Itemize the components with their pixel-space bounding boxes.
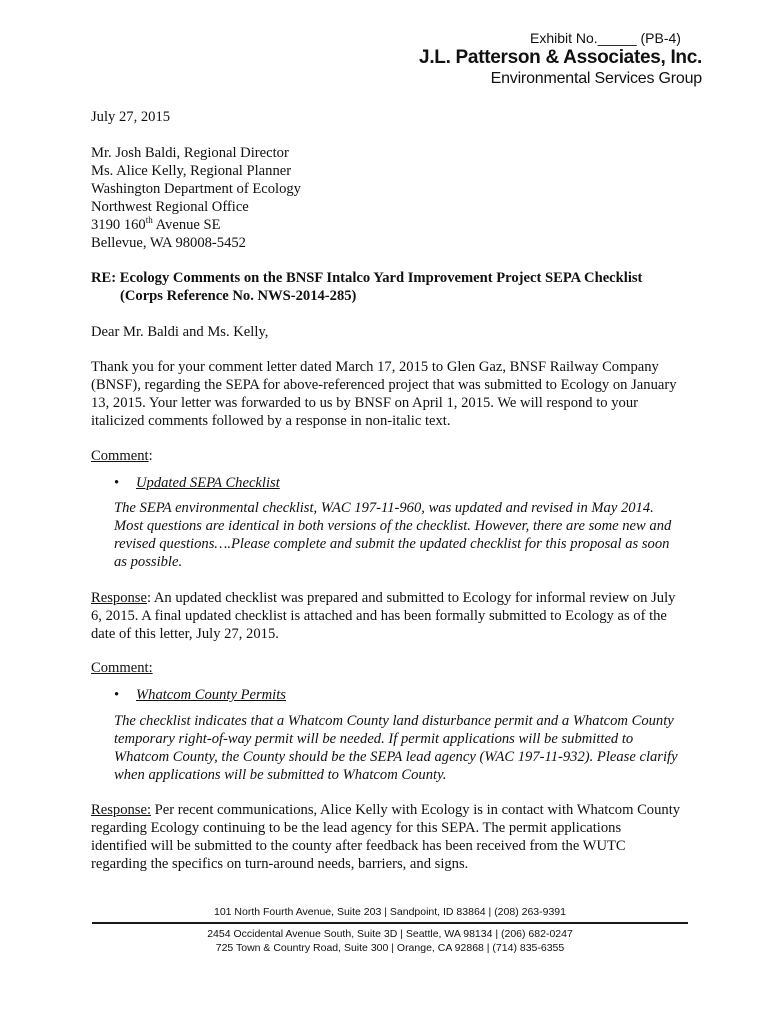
response-1	[91, 589, 703, 643]
footer-address-sandpoint: 101 North Fourth Avenue, Suite 203 | Sandpoint, ID 83864 | (208) 263-9391	[213, 906, 566, 918]
salutation: Dear Mr. Baldi and Ms. Kelly,	[91, 324, 269, 340]
comment-1-quote	[114, 499, 726, 571]
intro-line: Thank you for your comment letter dated March 17, 2015 to Glen Gaz, BNSF Railway Company	[91, 359, 659, 375]
quote-line: Whatcom County, the County should be the SEPA lead agency (WAC 197-11-932). Please clarify	[114, 749, 678, 765]
footer-address-seattle: 2454 Occidental Avenue South, Suite 3D | Seattle, WA 98134 | (206) 682-0247	[207, 928, 573, 940]
comment-2-label: Comment:	[91, 660, 153, 676]
comment-1-bullet	[114, 474, 280, 492]
bullet-icon: •	[114, 687, 120, 703]
response-line: Response: Per recent communications, Alice Kelly with Ecology is in contact with Whatcom County	[91, 802, 681, 818]
recipient-address	[91, 144, 703, 252]
recipient-line: Washington Department of Ecology	[91, 181, 301, 197]
exhibit-number: Exhibit No._____ (PB-4)	[530, 30, 681, 46]
quote-line: Most questions are identical in both versions of the checklist. However, there are some new and	[114, 518, 672, 534]
comment-2-bullet	[114, 686, 286, 704]
street-ordinal: th	[145, 215, 153, 226]
recipient-street	[91, 216, 703, 234]
comment-2-heading: Whatcom County Permits	[136, 687, 286, 703]
comment-1-heading: Updated SEPA Checklist	[136, 475, 280, 491]
intro-line: italicized comments followed by a response in non-italic text.	[91, 413, 451, 429]
footer-divider	[92, 922, 688, 924]
quote-line: as possible.	[114, 554, 183, 570]
intro-line: 13, 2015. Your letter was forwarded to us by BNSF on April 1, 2015. We will respond to your	[91, 395, 639, 411]
street-number: 3190 160	[91, 217, 146, 233]
recipient-line: Bellevue, WA 98008-5452	[91, 235, 246, 251]
company-name: J.L. Patterson & Associates, Inc.	[419, 47, 702, 68]
letter-date: July 27, 2015	[91, 109, 171, 125]
quote-line: The checklist indicates that a Whatcom County land disturbance permit and a Whatcom County	[114, 713, 674, 729]
recipient-line: Mr. Josh Baldi, Regional Director	[91, 145, 289, 161]
intro-paragraph	[91, 358, 703, 430]
comment-1-label: Comment:	[91, 448, 153, 464]
street-name: Avenue SE	[152, 217, 221, 233]
response-2	[91, 801, 703, 873]
bullet-icon: •	[114, 475, 120, 491]
response-2-label: Response:	[91, 802, 151, 818]
response-line: 6, 2015. A final updated checklist is attached and has been formally submitted to Ecology as of the	[91, 608, 667, 624]
quote-line: The SEPA environmental checklist, WAC 197-11-960, was updated and revised in May 2014.	[114, 500, 654, 516]
response-line: Response: An updated checklist was prepared and submitted to Ecology for informal review on July	[91, 590, 676, 606]
response-line: date of this letter, July 27, 2015.	[91, 626, 279, 642]
comment-2-quote	[114, 712, 726, 784]
company-group: Environmental Services Group	[490, 70, 702, 87]
footer-address-orange: 725 Town & Country Road, Suite 300 | Orange, CA 92868 | (714) 835-6355	[215, 942, 565, 954]
quote-line: when applications will be submitted to Whatcom County.	[114, 767, 447, 783]
recipient-line: Northwest Regional Office	[91, 199, 249, 215]
subject-line-2: (Corps Reference No. NWS-2014-285)	[120, 288, 357, 304]
response-1-label: Response	[91, 590, 147, 606]
recipient-line: Ms. Alice Kelly, Regional Planner	[91, 163, 292, 179]
subject-line	[91, 269, 703, 305]
quote-line: temporary right-of-way permit will be needed. If permit applications will be submitted to	[114, 731, 634, 747]
quote-line: revised questions….Please complete and submit the updated checklist for this proposal as soon	[114, 536, 670, 552]
response-line: regarding Ecology continuing to be the lead agency for this SEPA. The permit applications	[91, 820, 622, 836]
intro-line: (BNSF), regarding the SEPA for above-referenced project that was submitted to Ecology on January	[91, 377, 677, 393]
response-line: identified will be submitted to the county after feedback has been received from the WUTC	[91, 838, 626, 854]
subject-line-1: RE: Ecology Comments on the BNSF Intalco Yard Improvement Project SEPA Checklist	[91, 270, 643, 286]
response-line: regarding the specifics on turn-around needs, barriers, and signs.	[91, 856, 469, 872]
